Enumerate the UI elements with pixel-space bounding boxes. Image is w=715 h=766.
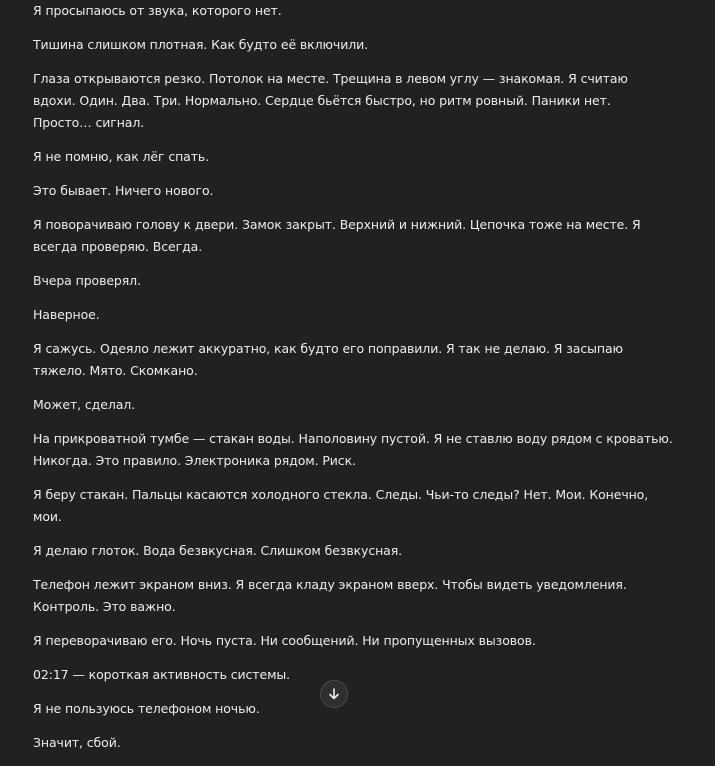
message-paragraph: Это бывает. Ничего нового. (33, 183, 214, 198)
message-paragraph: На прикроватной тумбе — стакан воды. Наполовину пустой. Я не ставлю воду рядом с кроватью. Никогда. Это правило. Электроника рядом. Риск. (33, 431, 673, 468)
message-paragraph: Глаза открываются резко. Потолок на месте. Трещина в левом углу — знакомая. Я считаю вдохи. Один. Два. Три. Нормально. Сердце бьётся быстро, но ритм ровный. Паники нет. Просто… сигнал. (33, 71, 628, 130)
message-paragraph: Может, сделал. (33, 397, 136, 412)
message-paragraph: Я не помню, как лёг спать. (33, 149, 210, 164)
message-paragraph: Я поворачиваю голову к двери. Замок закрыт. Верхний и нижний. Цепочка тоже на месте. Я всегда проверяю. Всегда. (33, 217, 641, 254)
message-paragraph: Наверное. (33, 307, 100, 322)
message-paragraph: Я просыпаюсь от звука, которого нет. (33, 3, 282, 18)
scroll-to-bottom-button[interactable] (320, 680, 348, 708)
message-paragraph: Я переворачиваю его. Ночь пуста. Ни сообщений. Ни пропущенных вызовов. (33, 633, 536, 648)
message-paragraph: Тишина слишком плотная. Как будто её включили. (33, 37, 369, 52)
assistant-message (33, 0, 673, 766)
message-paragraph: Значит, сбой. (33, 735, 121, 750)
message-paragraph: Я делаю глоток. Вода безвкусная. Слишком безвкусная. (33, 543, 403, 558)
message-paragraph: Я не пользуюсь телефоном ночью. (33, 701, 260, 716)
message-paragraph: Вчера проверял. (33, 273, 141, 288)
message-paragraph: Телефон лежит экраном вниз. Я всегда кладу экраном вверх. Чтобы видеть уведомления. Контроль. Это важно. (33, 577, 627, 614)
arrow-down-icon (327, 687, 341, 701)
message-paragraph: 02:17 — короткая активность системы. (33, 667, 291, 682)
message-paragraph: Я сажусь. Одеяло лежит аккуратно, как будто его поправили. Я так не делаю. Я засыпаю тяжело. Мято. Скомкано. (33, 341, 623, 378)
message-paragraph: Я беру стакан. Пальцы касаются холодного стекла. Следы. Чьи-то следы? Нет. Мои. Конечно, мои. (33, 487, 649, 524)
